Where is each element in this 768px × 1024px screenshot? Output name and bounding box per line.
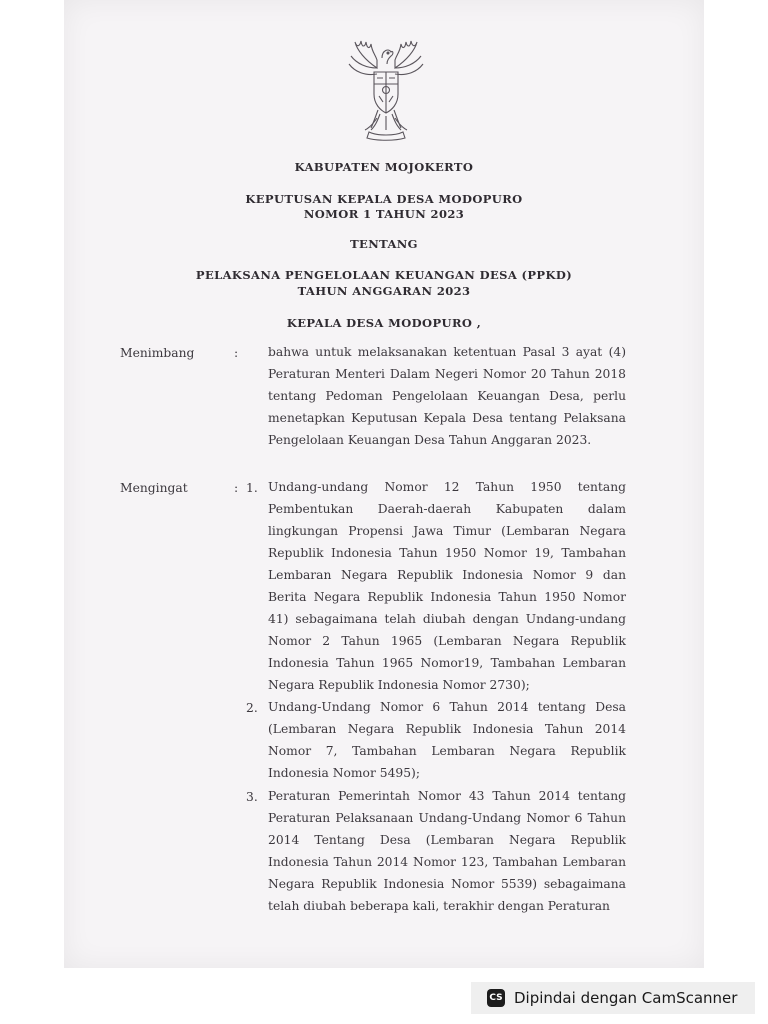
menimbang-label: Menimbang	[120, 346, 195, 360]
decree-title: KEPUTUSAN KEPALA DESA MODOPURO	[245, 192, 523, 206]
list-item-number: 3.	[246, 790, 258, 804]
list-item-number: 1.	[246, 481, 258, 495]
list-item: Undang-Undang Nomor 6 Tahun 2014 tentang Desa (Lembaran Negara Republik Indonesia Tahun 2014 Nomor 7, Tambahan Lembaran Negara Republik Indonesia Nomor 5495);	[268, 700, 626, 780]
subject-line-1: PELAKSANA PENGELOLAAN KEUANGAN DESA (PPKD)	[195, 268, 573, 282]
decree-number: NOMOR 1 TAHUN 2023	[303, 207, 465, 221]
garuda-emblem-icon	[347, 38, 425, 142]
about-heading: TENTANG	[350, 237, 418, 251]
camscanner-logo-icon: CS	[487, 989, 505, 1007]
mengingat-label: Mengingat	[120, 481, 188, 495]
document-page	[64, 0, 704, 968]
mengingat-colon: :	[234, 481, 239, 495]
list-item: Peraturan Pemerintah Nomor 43 Tahun 2014 tentang Peraturan Pelaksanaan Undang-Undang Nomor 6 Tahun 2014 Tentang Desa (Lembaran Negara Republik Indonesia Tahun 2014 Nomor 123, Tambahan Lembaran Negara Republik Indonesia Nomor 5539) sebagaimana telah diubah beberapa kali, terakhir dengan Peraturan	[268, 789, 626, 913]
subject-line-2: TAHUN ANGGARAN 2023	[297, 284, 471, 298]
menimbang-colon: :	[234, 346, 239, 360]
menimbang-text: bahwa untuk melaksanakan ketentuan Pasal 3 ayat (4) Peraturan Menteri Dalam Negeri Nomor 20 Tahun 2018 tentang Pedoman Pengelolaan Keuangan Desa, perlu menetapkan Keputusan Kepala Desa tentang Pelaksana Pengelolaan Keuangan Desa Tahun Anggaran 2023.	[268, 345, 626, 447]
regency-title: KABUPATEN MOJOKERTO	[294, 160, 474, 174]
list-item-number: 2.	[246, 701, 258, 715]
issuer-line: KEPALA DESA MODOPURO ,	[286, 316, 482, 330]
list-item: Undang-undang Nomor 12 Tahun 1950 tentang Pembentukan Daerah-daerah Kabupaten dalam lingkungan Propensi Jawa Timur (Lembaran Negara Republik Indonesia Tahun 1950 Nomor 19, Tambahan Lembaran Negara Republik Indonesia Nomor 9 dan Berita Negara Republik Indonesia Tahun 1950 Nomor 41) sebagaimana telah diubah dengan Undang-undang Nomor 2 Tahun 1965 (Lembaran Negara Republik Indonesia Tahun 1965 Nomor19, Tambahan Lembaran Negara Republik Indonesia Nomor 2730);	[268, 480, 626, 692]
camscanner-watermark	[471, 982, 755, 1014]
camscanner-label: Dipindai dengan CamScanner	[514, 989, 738, 1007]
